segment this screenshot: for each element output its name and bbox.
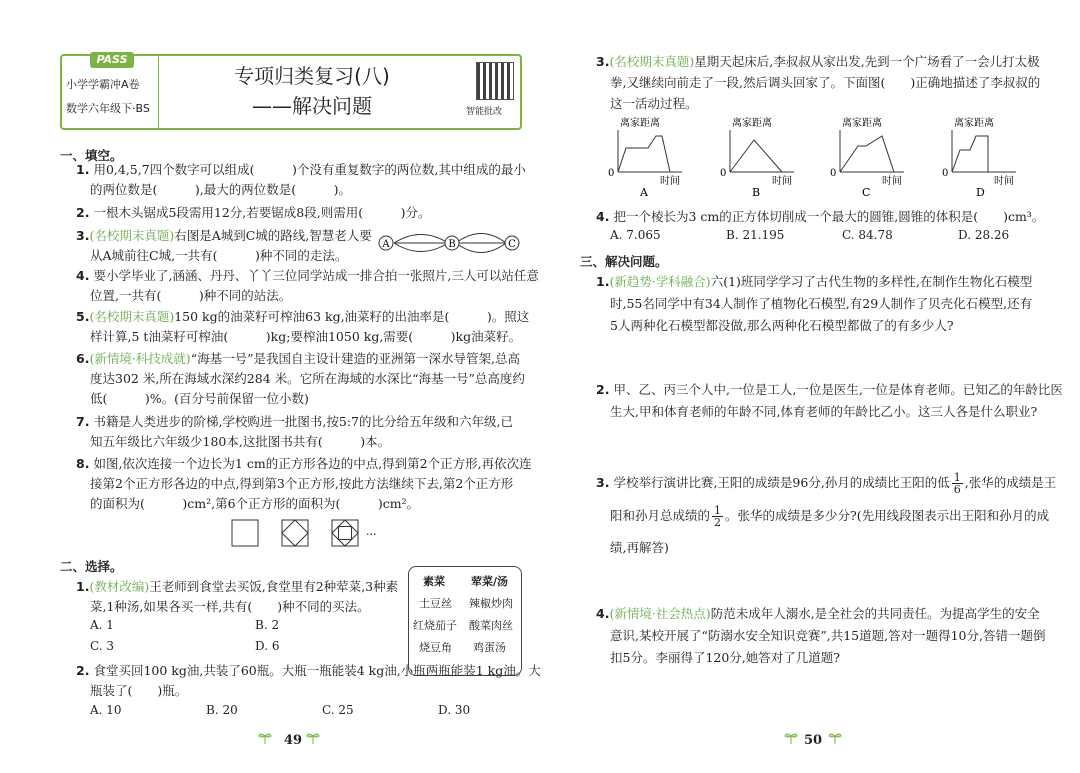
q1-line1: 1. 用0,4,5,7四个数字可以组成( )个没有重复数字的两位数,其中组成的最小 bbox=[76, 162, 526, 177]
q5-line1: 5.(名校期末真题)150 kg的油菜籽可榨油63 kg,油菜籽的出油率是( )。照这 bbox=[76, 309, 530, 324]
c1-option-a[interactable]: A. 1 bbox=[90, 618, 114, 632]
p4-line3: 扣5分。李丽得了120分,她答对了几道题? bbox=[610, 650, 840, 665]
nested-squares-figure bbox=[230, 518, 380, 548]
c4-option-b[interactable]: B. 21.195 bbox=[726, 228, 785, 242]
q8-line3: 的面积为( )cm²,第6个正方形的面积为( )cm²。 bbox=[90, 496, 420, 511]
page-subtitle: ——解决问题 bbox=[252, 94, 372, 118]
leaf-icon bbox=[784, 730, 798, 744]
c1-line2: 菜,1种汤,如果各买一样,共有( )种不同的买法。 bbox=[90, 599, 370, 614]
section-fill: 一、填空。 bbox=[60, 148, 123, 163]
graph-a-ylabel: 离家距离 bbox=[620, 118, 660, 129]
dish-veg-1: 土豆丝 bbox=[419, 597, 452, 610]
grade-label: 数学六年级下·BS bbox=[66, 102, 150, 115]
pass-badge: PASS bbox=[90, 52, 134, 68]
node-c: C bbox=[508, 239, 516, 250]
svg-text:时间: 时间 bbox=[994, 176, 1014, 187]
c1-line1: 1.(教材改编)王老师到食堂去买饭,食堂里有2种荤菜,3种素 bbox=[76, 579, 399, 594]
ellipsis-text: ··· bbox=[366, 528, 377, 541]
q4-line1: 4. 要小学毕业了,涵涵、丹丹、丫丫三位同学站成一排合拍一张照片,三人可以站任意 bbox=[76, 268, 539, 283]
graph-a-label: A bbox=[640, 186, 648, 198]
c4-option-d[interactable]: D. 28.26 bbox=[958, 228, 1010, 242]
q3-line2: 从A城前往C城,一共有( )种不同的走法。 bbox=[90, 248, 348, 263]
page-number-right: 50 bbox=[804, 733, 823, 748]
c4-option-c[interactable]: C. 84.78 bbox=[842, 228, 893, 242]
node-a: A bbox=[382, 239, 390, 250]
c3-line3: 这一活动过程。 bbox=[610, 96, 698, 111]
qr-caption: 智能批改 bbox=[466, 107, 503, 117]
brand-box bbox=[62, 53, 159, 128]
q6-line3: 低( )%。(百分号前保留一位小数) bbox=[90, 391, 309, 406]
svg-text:0: 0 bbox=[830, 168, 837, 179]
series-name: 小学学霸冲A卷 bbox=[66, 78, 140, 91]
c1-option-c[interactable]: C. 3 bbox=[90, 639, 115, 653]
svg-text:离家距离: 离家距离 bbox=[842, 118, 882, 129]
svg-text:0: 0 bbox=[720, 168, 727, 179]
dish-veg-3: 烧豆角 bbox=[419, 641, 452, 654]
dish-header-meat: 荤菜/汤 bbox=[471, 575, 509, 588]
c3-line1: 3.(名校期末真题)星期天起床后,李叔叔从家出发,先到一个广场看了一会儿打太极 bbox=[596, 54, 1040, 69]
p1-line3: 5人两种化石模型都没做,那么两种化石模型都做了的有多少人? bbox=[610, 318, 954, 333]
page-number-left: 49 bbox=[284, 733, 303, 748]
c2-option-c[interactable]: C. 25 bbox=[322, 703, 354, 717]
leaf-icon bbox=[258, 730, 272, 744]
p4-line2: 意识,某校开展了“防溺水安全知识竞赛”,共15道题,答对一题得10分,答错一题倒 bbox=[610, 628, 1046, 643]
dish-menu-box bbox=[408, 566, 522, 676]
dish-meat-1: 辣椒炒肉 bbox=[469, 597, 513, 610]
p2-line1: 2. 甲、乙、丙三个人中,一位是工人,一位是医生,一位是体育老师。已知乙的年龄比医 bbox=[596, 382, 1063, 397]
distance-time-graphs bbox=[604, 112, 1044, 198]
fraction-one-half: $\frac{1}{2}$ bbox=[714, 504, 722, 529]
dish-soup: 鸡蛋汤 bbox=[473, 641, 506, 654]
p1-line1: 1.(新趋势·学科融合)六(1)班同学学习了古代生物的多样性,在制作生物化石模型 bbox=[596, 274, 1033, 289]
c1-option-d[interactable]: D. 6 bbox=[255, 639, 280, 653]
c2-option-b[interactable]: B. 20 bbox=[206, 703, 238, 717]
p1-line2: 时,55名同学中有34人制作了植物化石模型,有29人制作了贝壳化石模型,还有 bbox=[610, 296, 1033, 311]
q4-line2: 位置,一共有( )种不同的站法。 bbox=[90, 288, 292, 303]
c4-question: 4. 把一个棱长为3 cm的正方体切削成一个最大的圆锥,圆锥的体积是( )cm³。 bbox=[596, 209, 1045, 224]
graph-b bbox=[720, 116, 794, 198]
leaf-icon bbox=[306, 730, 320, 744]
p3-line1: 3. 学校举行演讲比赛,王阳的成绩是96分,孙月的成绩比王阳的低 $\frac{1}{6}$ ,张华的成绩是王 bbox=[596, 471, 1057, 496]
c2-line2: 瓶装了( )瓶。 bbox=[90, 683, 188, 698]
p2-line2: 生大,甲和体育老师的年龄不同,体育老师的年龄比乙小。这三人各是什么职业? bbox=[610, 404, 1038, 419]
p4-line1: 4.(新情境·社会热点)防范未成年人溺水,是全社会的共同责任。为提高学生的安全 bbox=[596, 606, 1040, 621]
dish-veg-2: 红烧茄子 bbox=[413, 619, 457, 632]
graph-d-label: D bbox=[976, 186, 985, 198]
svg-text:0: 0 bbox=[942, 168, 949, 179]
node-b: B bbox=[448, 239, 456, 250]
c1-option-b[interactable]: B. 2 bbox=[255, 618, 280, 632]
c2-line1: 2. 食堂买回100 kg油,共装了60瓶。大瓶一瓶能装4 kg油,小瓶两瓶能装1 kg油。大 bbox=[76, 663, 541, 678]
svg-text:0: 0 bbox=[608, 168, 615, 179]
q8-line2: 接第2个正方形各边的中点,得到第3个正方形,按此方法继续下去,第2个正方形 bbox=[90, 476, 514, 491]
graph-d bbox=[942, 116, 1016, 198]
q6-line1: 6.(新情境·科技成就)“海基一号”是我国自主设计建造的亚洲第一深水导管架,总高 bbox=[76, 351, 520, 366]
c2-option-d[interactable]: D. 30 bbox=[438, 703, 471, 717]
p3-line2: 阳和孙月总成绩的 $\frac{1}{2}$ 。张华的成绩是多少分?(先用线段图表示出王阳和孙月的成 bbox=[610, 504, 1050, 529]
q7-line2: 知五年级比六年级少180本,这批图书共有( )本。 bbox=[90, 434, 391, 449]
p3-line3: 绩,再解答) bbox=[610, 540, 669, 555]
graph-a bbox=[608, 116, 682, 198]
c4-option-a[interactable]: A. 7.065 bbox=[610, 228, 661, 242]
svg-text:离家距离: 离家距离 bbox=[954, 118, 994, 129]
q3-line1: 3.(名校期末真题)右图是A城到C城的路线,智慧老人要 bbox=[76, 228, 372, 243]
page-title: 专项归类复习(八) bbox=[234, 64, 390, 88]
q5-line2: 样计算,5 t油菜籽可榨油( )kg;要榨油1050 kg,需要( )kg油菜籽。 bbox=[90, 329, 522, 344]
section-choice: 二、选择。 bbox=[60, 559, 123, 574]
qr-code-icon[interactable] bbox=[476, 62, 514, 100]
graph-b-label: B bbox=[752, 186, 761, 198]
q1-line2: 的两位数是( ),最大的两位数是( )。 bbox=[90, 182, 351, 197]
graph-c-label: C bbox=[862, 186, 871, 198]
right-page bbox=[540, 0, 1080, 773]
q7-line1: 7. 书籍是人类进步的阶梯,学校购进一批图书,按5:7的比分给五年级和六年级,已 bbox=[76, 414, 513, 429]
svg-text:离家距离: 离家距离 bbox=[732, 118, 772, 129]
fraction-one-sixth: $\frac{1}{6}$ bbox=[953, 471, 961, 496]
worksheet-header bbox=[60, 54, 522, 130]
q8-line1: 8. 如图,依次连接一个边长为1 cm的正方形各边的中点,得到第2个正方形,再依次连 bbox=[76, 456, 532, 471]
svg-text:时间: 时间 bbox=[882, 176, 902, 187]
dish-meat-2: 酸菜肉丝 bbox=[469, 619, 513, 632]
section-solve: 三、解决问题。 bbox=[580, 254, 668, 269]
svg-text:时间: 时间 bbox=[772, 176, 792, 187]
svg-text:时间: 时间 bbox=[660, 176, 680, 187]
q2: 2. 一根木头锯成5段需用12分,若要锯成8段,则需用( )分。 bbox=[76, 205, 431, 220]
dish-header-veg: 素菜 bbox=[423, 575, 445, 588]
c2-option-a[interactable]: A. 10 bbox=[90, 703, 122, 717]
leaf-icon bbox=[828, 730, 842, 744]
graph-c bbox=[830, 116, 904, 198]
c3-line2: 拳,又继续向前走了一段,然后调头回家了。下面图( )正确地描述了李叔叔的 bbox=[610, 75, 1041, 90]
q6-line2: 度达302 米,所在海域水深约284 米。它所在海域的水深比“海基一号”总高度约 bbox=[90, 371, 525, 386]
route-diagram bbox=[376, 226, 522, 260]
